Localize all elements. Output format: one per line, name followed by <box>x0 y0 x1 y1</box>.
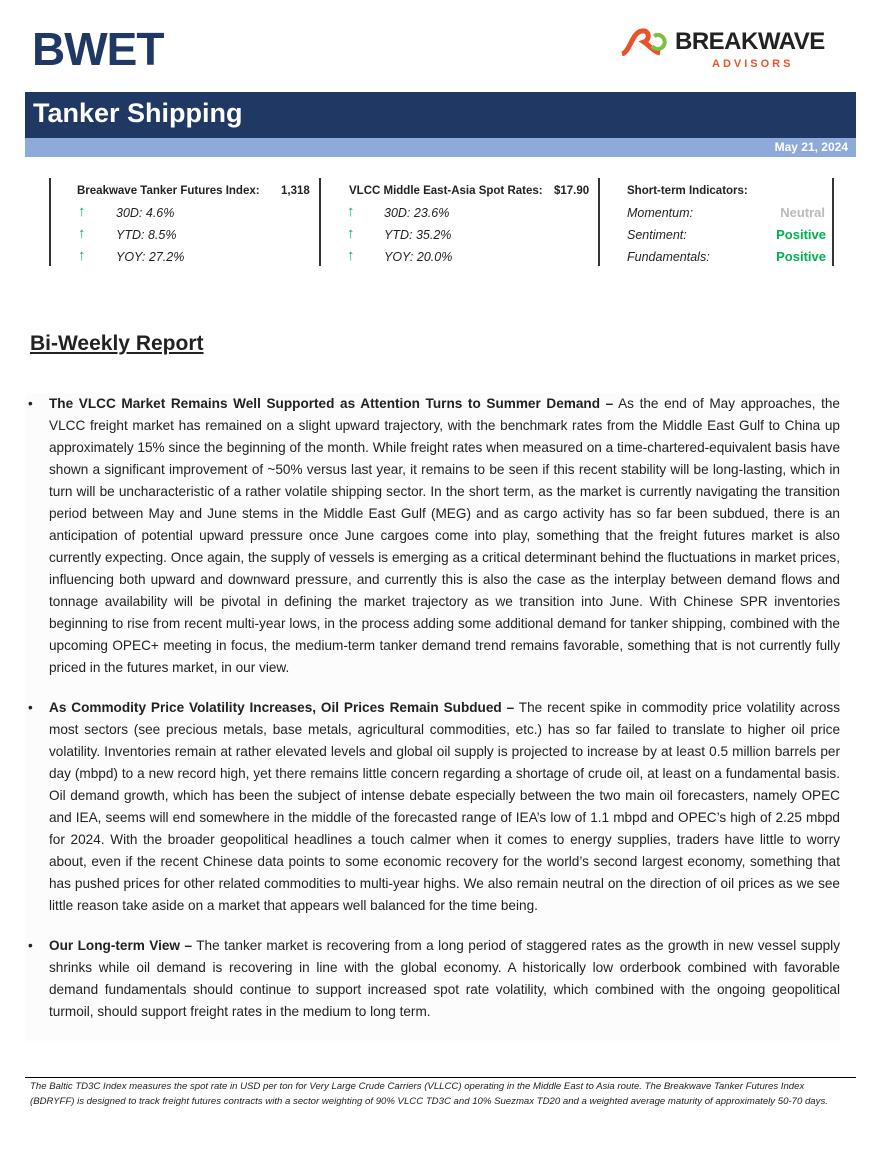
divider <box>49 178 51 266</box>
spot-30d: 30D: 23.6% <box>384 206 450 220</box>
wave-logo-icon <box>620 28 672 56</box>
divider <box>598 178 600 266</box>
spot-label: VLCC Middle East-Asia Spot Rates: <box>349 185 543 197</box>
futures-ytd: YTD: 8.5% <box>116 228 177 242</box>
bullet-heading: As Commodity Price Volatility Increases, Oil Prices Remain Subdued – <box>49 700 515 715</box>
report-date: May 21, 2024 <box>774 140 848 154</box>
divider <box>832 178 834 266</box>
section-title: Bi-Weekly Report <box>30 332 204 355</box>
up-arrow-icon: ↑ <box>347 225 355 242</box>
logo-subtext: ADVISORS <box>712 58 794 70</box>
momentum-label: Momentum: <box>627 206 693 220</box>
up-arrow-icon: ↑ <box>347 203 355 220</box>
bullet-heading: Our Long-term View – <box>49 938 193 953</box>
spot-ytd: YTD: 35.2% <box>384 228 452 242</box>
footnote: The Baltic TD3C Index measures the spot rate in USD per ton for Very Large Crude Carriers (VLLCC) operating in the Middle East to Asia route. The Breakwave Tanker Futures Index (BDRYFF) is designed to track freight futures contracts with a sector weighting of 90% VLCC TD3C and 10% Suezmax TD20 and a weighted average maturity of approximately 50-70 days. <box>30 1081 828 1107</box>
divider <box>319 178 321 266</box>
sentiment-label: Sentiment: <box>627 228 687 242</box>
futures-30d: 30D: 4.6% <box>116 206 175 220</box>
page-title: Tanker Shipping <box>33 98 243 128</box>
up-arrow-icon: ↑ <box>78 203 86 220</box>
date-band <box>25 138 856 157</box>
futures-yoy: YOY: 27.2% <box>116 250 185 264</box>
bullet-icon: • <box>28 396 33 411</box>
up-arrow-icon: ↑ <box>78 225 86 242</box>
spot-yoy: YOY: 20.0% <box>384 250 453 264</box>
ticker-title: BWET <box>32 23 164 75</box>
indicators-label: Short-term Indicators: <box>627 185 748 197</box>
futures-value: 1,318 <box>281 185 310 197</box>
list-item <box>25 393 840 679</box>
bullet-icon: • <box>28 938 33 953</box>
bullet-text: The recent spike in commodity price volatility across most sectors (see precious metals, base metals, agricultural commodities, etc.) has so far failed to translate to higher oil price volatility. Inventories remain at rather elevated levels and global oil supply is projected to increase by at least 0.5 million barrels per day (mbpd) to a new record high, yet there remains little concern regarding a shortage of crude oil, at least on a fundamental basis. Oil demand growth, which has been the subject of intense debate especially between the two main oil forecasters, namely OPEC and IEA, seems will end somewhere in the middle of the forecasted range of IEA’s low of 1.1 mbpd and OPEC’s high of 2.25 mbpd for 2024. With the broader geopolitical headlines a touch calmer when it comes to energy supplies, traders have little to worry about, even if the recent Chinese data points to some economic recovery for the world’s second largest economy, something that has pushed prices for other related commodities to multi-year highs. We also remain neutral on the direction of oil prices as we see little reason take aside on a market that appears well balanced for the time being. <box>49 700 841 913</box>
momentum-value: Neutral <box>780 205 825 220</box>
fundamentals-label: Fundamentals: <box>627 250 710 264</box>
bullet-text: As the end of May approaches, the VLCC freight market has remained on a slight upward trajectory, with the benchmark rates from the Middle East Gulf to China up approximately 15% since the beginning of the month. While freight rates when measured on a time-chartered-equivalent basis have shown a significant improvement of ~50% versus last year, it remains to be seen if this recent stability will be long-lasting, which in turn will be uncharacteristic of a rather volatile shipping sector. In the short term, as the market is currently navigating the transition period between May and June stems in the Middle East Gulf (MEG) and as cargo activity has so far been subdued, there is an anticipation of potential upward pressure once June cargoes come into play, something that the freight futures market is also currently expecting. Once again, the supply of vessels is emerging as a critical determinant behind the fluctuations in market prices, influencing both upward and downward pressure, and currently this is also the case as the interplay between demand flows and tonnage availability will be pivotal in defining the market trajectory as we transition into June. With Chinese SPR inventories beginning to rise from recent multi-year lows, in the process adding some additional demand for tanker shipping, combined with the upcoming OPEC+ meeting in focus, the medium-term tanker demand trend remains favorable, something that is not currently fully priced in the futures market, in our view. <box>49 396 840 675</box>
up-arrow-icon: ↑ <box>347 247 355 264</box>
footer-divider <box>25 1077 856 1078</box>
title-band <box>25 92 856 138</box>
list-item <box>25 935 840 1023</box>
bullet-heading: The VLCC Market Remains Well Supported as Attention Turns to Summer Demand – <box>49 396 614 411</box>
sentiment-value: Positive <box>776 227 826 242</box>
bullet-list <box>25 393 840 1041</box>
futures-label: Breakwave Tanker Futures Index: <box>77 185 260 197</box>
up-arrow-icon: ↑ <box>78 247 86 264</box>
fundamentals-value: Positive <box>776 249 826 264</box>
bullet-text: The tanker market is recovering from a long period of staggered rates as the growth in new vessel supply shrinks while oil demand is recovering in line with the global economy. A historically low orderbook combined with favorable demand fundamentals should continue to support increased spot rate volatility, which combined with the ongoing geopolitical turmoil, should support freight rates in the medium to long term. <box>49 938 840 1019</box>
logo-text: BREAKWAVE <box>675 28 825 55</box>
breakwave-logo <box>620 28 850 73</box>
spot-value: $17.90 <box>554 185 590 197</box>
list-item <box>25 697 840 917</box>
bullet-icon: • <box>28 700 33 715</box>
